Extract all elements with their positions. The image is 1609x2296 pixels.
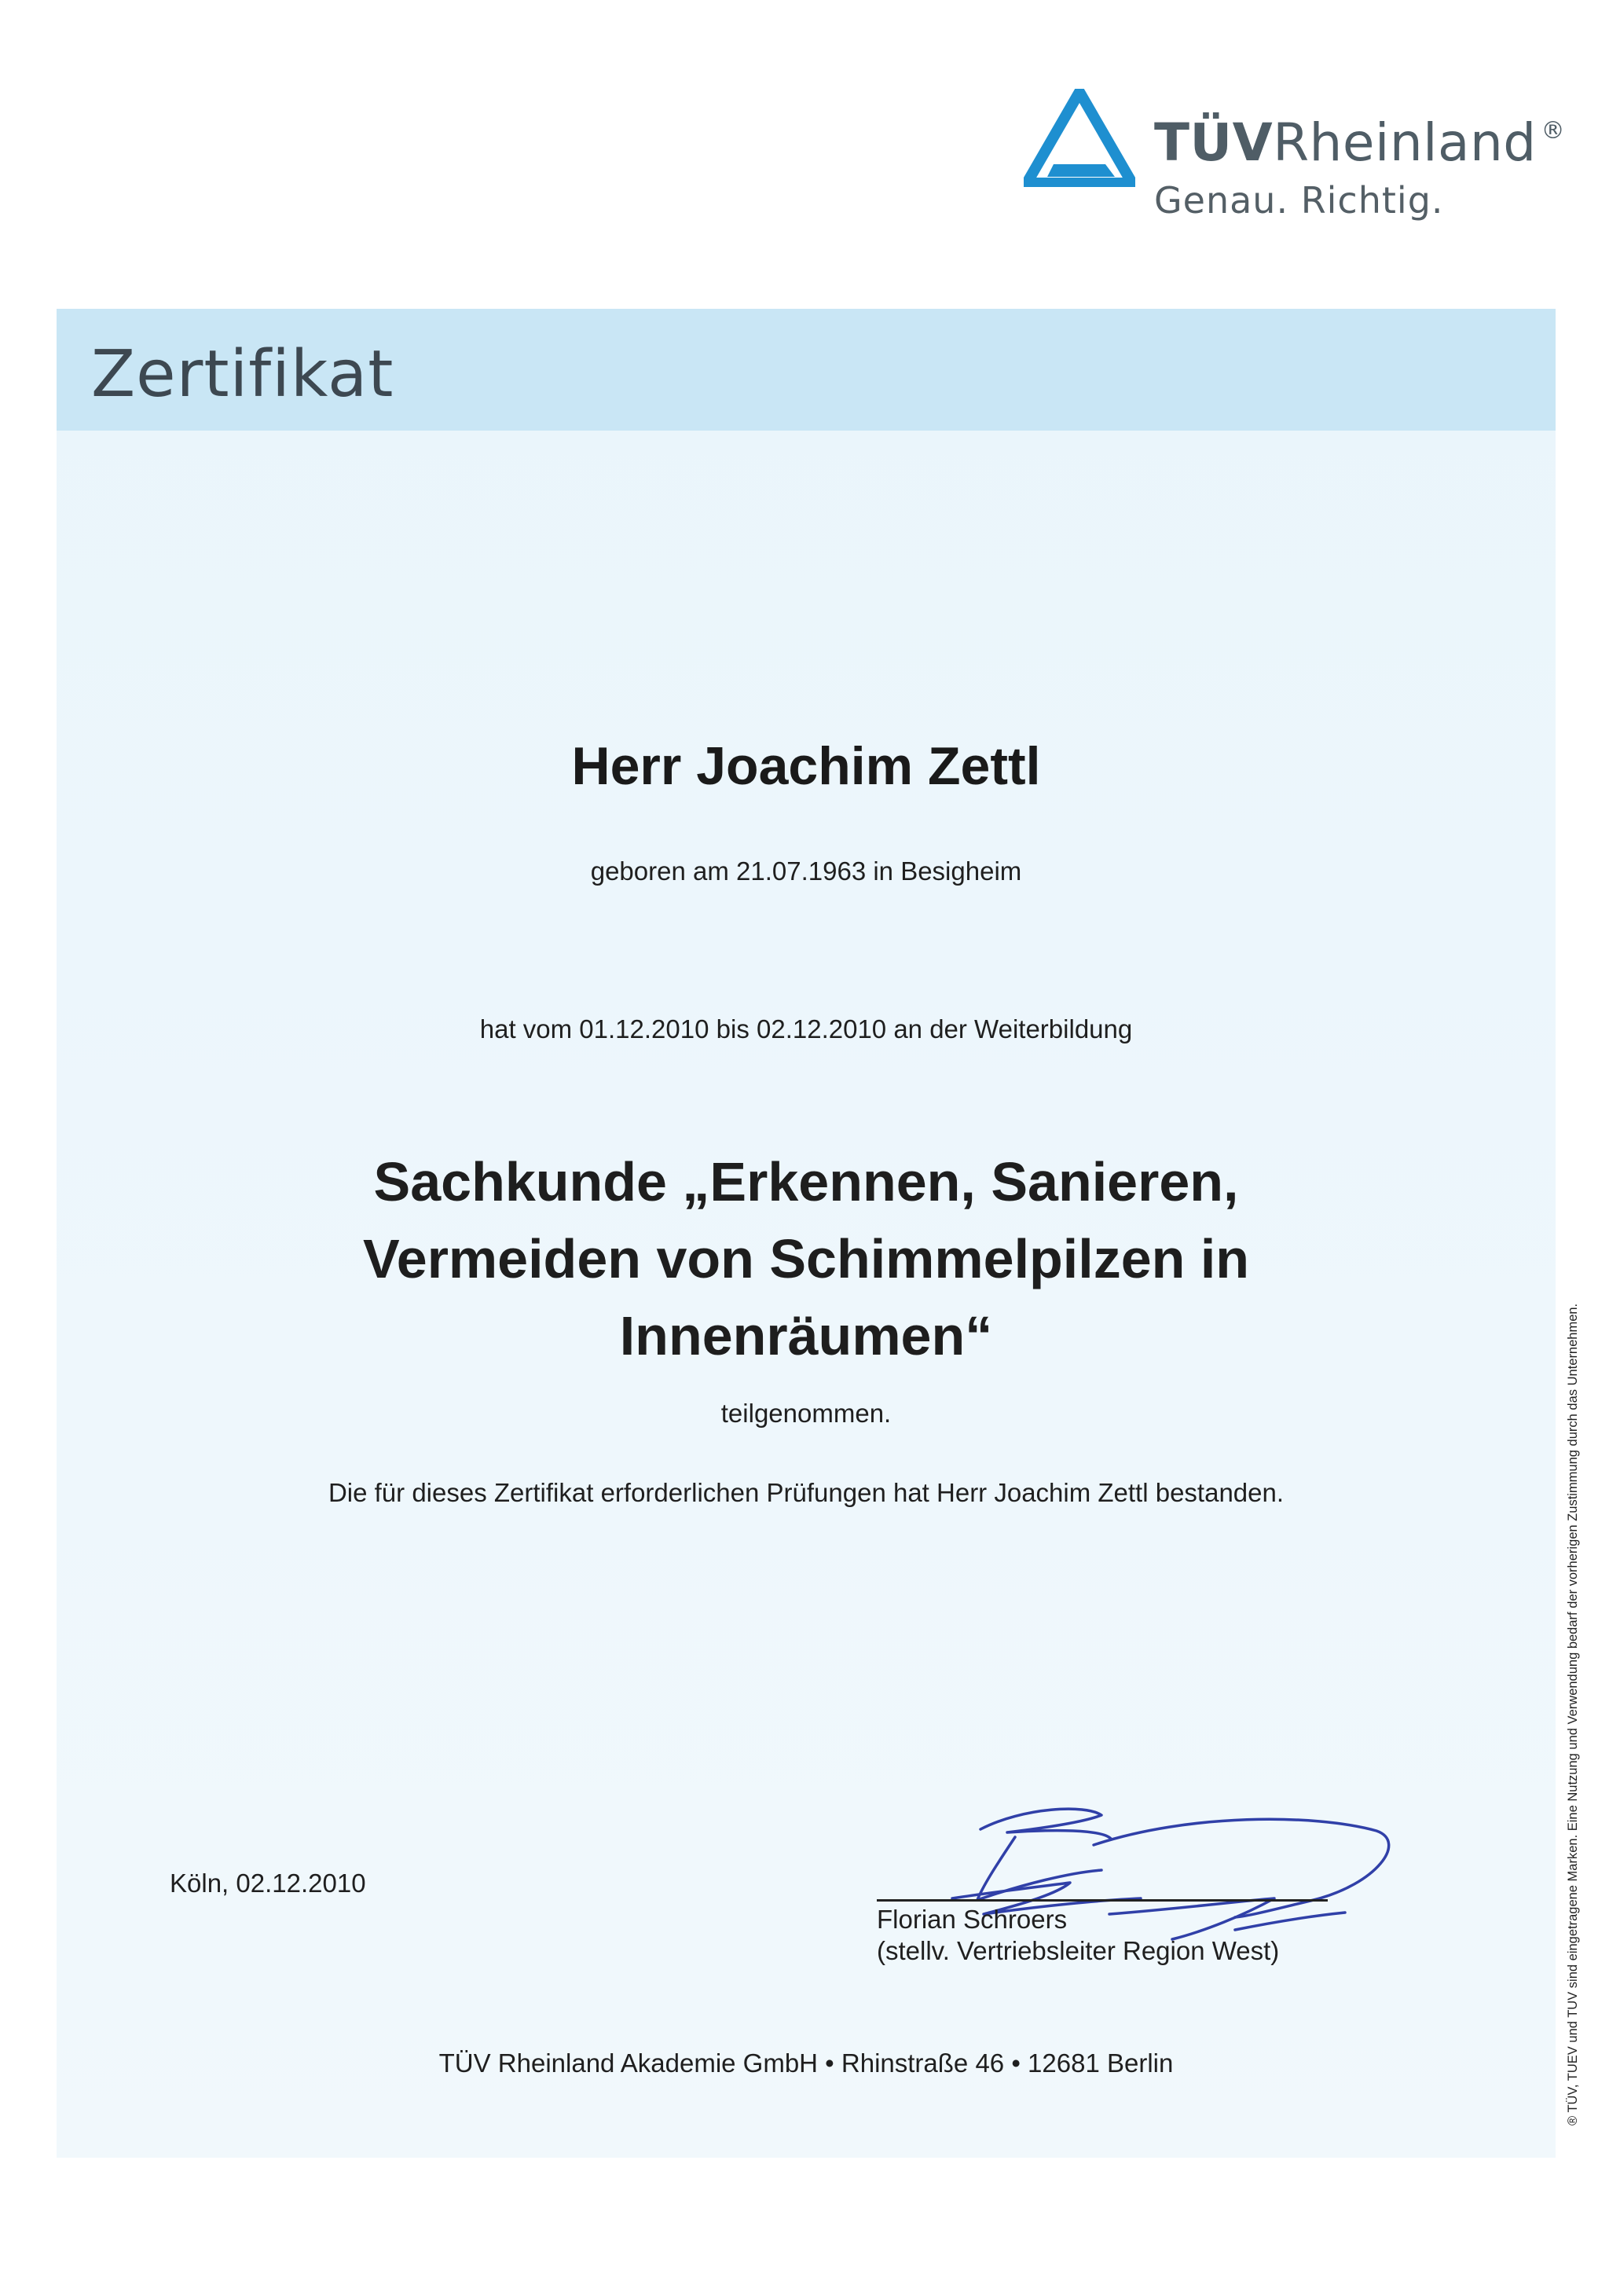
exam-statement: Die für dieses Zertifikat erforderlichen Prüfungen hat Herr Joachim Zettl bestanden. [328, 1478, 1285, 1507]
recipient-name: Herr Joachim Zettl [571, 736, 1041, 796]
course-title-line: Innenräumen“ [619, 1305, 993, 1366]
course-title-line: Vermeiden von Schimmelpilzen in [362, 1228, 1250, 1289]
certificate-panel [57, 309, 1556, 2158]
course-title [57, 1143, 1556, 1374]
brand-name: TÜVRheinland ® [1154, 112, 1566, 173]
tuv-triangle-icon [1024, 89, 1135, 187]
course-period: hat vom 01.12.2010 bis 02.12.2010 an der Weiterbildung [479, 1014, 1133, 1043]
attendance-text: teilgenommen. [720, 1399, 892, 1428]
signatory-name: Florian Schroers [877, 1905, 1068, 1934]
brand-slogan: Genau. Richtig. [1154, 179, 1444, 222]
tuv-rheinland-logo [1024, 85, 1574, 226]
footer-address: TÜV Rheinland Akademie GmbH • Rhinstraße 46 • 12681 Berlin [438, 2048, 1174, 2078]
course-title-line: Sachkunde „Erkennen, Sanieren, [373, 1151, 1239, 1212]
place-date: Köln, 02.12.2010 [170, 1869, 366, 1898]
birth-info: geboren am 21.07.1963 in Besigheim [590, 856, 1022, 886]
trademark-notice: ® TÜV, TUEV und TUV sind eingetragene Marken. Eine Nutzung und Verwendung bedarf der vorherigen Zustimmung durch das Unternehmen. [1566, 1303, 1580, 2125]
signatory-role: (stellv. Vertriebsleiter Region West) [877, 1936, 1280, 1965]
title-band [57, 309, 1556, 431]
signature-line [877, 1899, 1328, 1902]
certificate-title: Zertifikat [91, 337, 394, 412]
